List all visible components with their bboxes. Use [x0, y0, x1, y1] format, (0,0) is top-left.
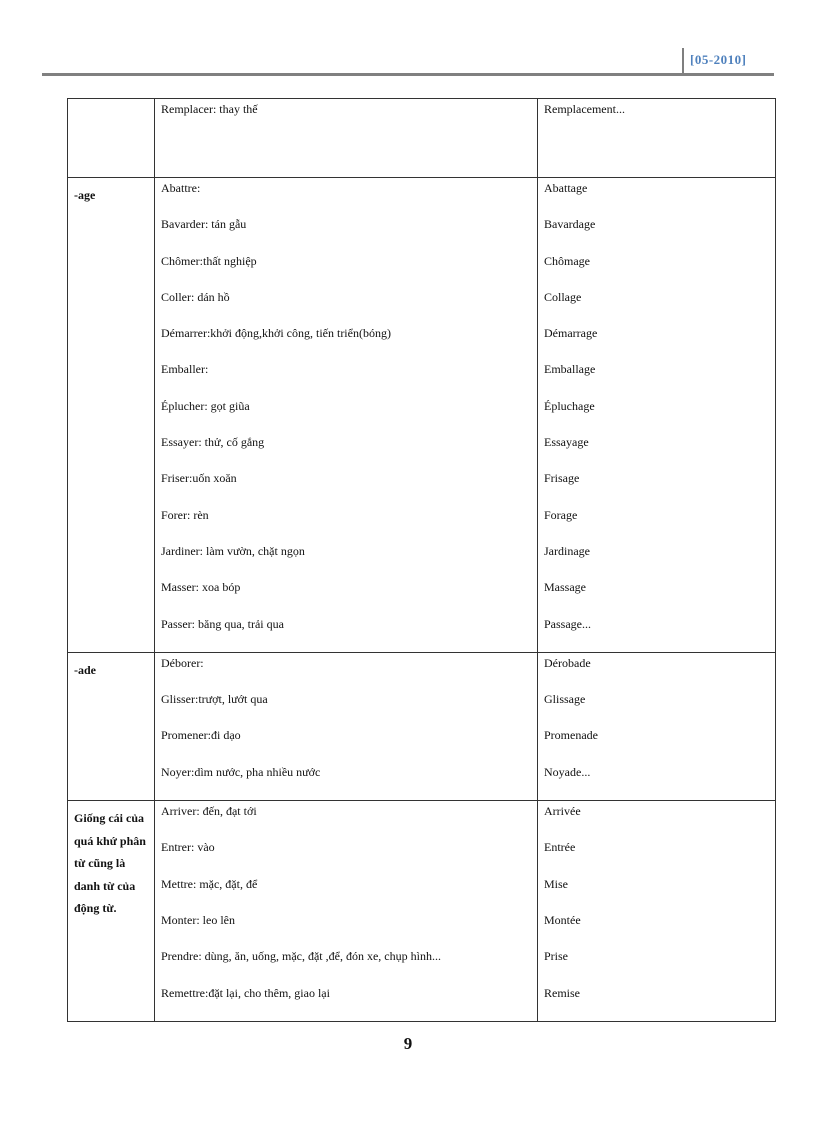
- noun-entry: Frisage: [544, 471, 580, 486]
- noun-entry: Abattage: [544, 181, 588, 195]
- verb-entry: Essayer: thử, cố gắng: [161, 435, 265, 450]
- verb-entry: Remettre:đặt lại, cho thêm, giao lại: [161, 985, 330, 1000]
- verb-entry: Coller: dán hồ: [161, 289, 230, 304]
- verb-entry: Bavarder: tán gẫu: [161, 217, 247, 232]
- noun-entry: Remplacement...: [544, 102, 625, 116]
- noun-cell: [538, 652, 776, 800]
- table-row: [68, 178, 776, 653]
- verb-entry: Chômer:thất nghiệp: [161, 253, 257, 268]
- noun-entry: Mise: [544, 876, 568, 891]
- noun-entry: Arrivée: [544, 804, 581, 819]
- table-row: [68, 652, 776, 800]
- noun-entry: Promenade: [544, 728, 598, 743]
- verb-entry: Prendre: dùng, ăn, uống, mặc, đặt ,để, đón xe, chụp hình...: [161, 949, 441, 964]
- suffix-cell: -ade: [68, 652, 155, 800]
- verb-entry: Friser:uốn xoăn: [161, 471, 237, 486]
- noun-entry: Épluchage: [544, 398, 595, 413]
- noun-entry: Massage: [544, 580, 586, 595]
- noun-cell: [538, 99, 776, 178]
- noun-entry: Bavardage: [544, 217, 596, 232]
- verb-entry: Abattre:: [161, 181, 201, 195]
- noun-entry: Jardinage: [544, 543, 590, 558]
- verb-entry: Entrer: vào: [161, 840, 215, 855]
- verb-entry: Masser: xoa bóp: [161, 580, 241, 595]
- verb-entry: Jardiner: làm vườn, chặt ngọn: [161, 543, 305, 558]
- verb-entry: Démarrer:khởi động,khởi công, tiến triển(bóng): [161, 326, 391, 341]
- header-date-label: [05-2010]: [690, 52, 747, 67]
- verb-entry: Promener:đi dạo: [161, 728, 241, 743]
- verb-entry: Remplacer: thay thế: [161, 102, 258, 116]
- verb-cell: [155, 99, 538, 178]
- header-rule: [42, 73, 774, 76]
- verb-cell: [155, 652, 538, 800]
- noun-entry: Montée: [544, 912, 581, 927]
- noun-cell: [538, 801, 776, 1022]
- vocabulary-table: [67, 98, 776, 1022]
- noun-entry: Essayage: [544, 435, 589, 450]
- verb-entry: Déborer:: [161, 655, 204, 670]
- noun-entry: Collage: [544, 289, 582, 304]
- noun-entry: Emballage: [544, 362, 596, 377]
- noun-entry: Entrée: [544, 840, 576, 855]
- verb-entry: Monter: leo lên: [161, 912, 235, 927]
- table-row: [68, 801, 776, 1022]
- noun-entry: Forage: [544, 507, 578, 522]
- verb-entry: Noyer:dìm nước, pha nhiều nước: [161, 764, 321, 779]
- suffix-cell: [68, 99, 155, 178]
- verb-entry: Éplucher: gọt giũa: [161, 398, 250, 413]
- suffix-cell: Giống cái của quá khứ phân từ cũng là danh từ của động từ.: [68, 801, 155, 1022]
- header-divider-bar: [682, 48, 684, 74]
- noun-entry: Chômage: [544, 253, 590, 268]
- suffix-cell: -age: [68, 178, 155, 653]
- noun-entry: Noyade...: [544, 764, 591, 779]
- noun-entry: Glissage: [544, 692, 586, 707]
- verb-cell: [155, 178, 538, 653]
- verb-entry: Emballer:: [161, 362, 209, 377]
- verb-entry: Mettre: mặc, đặt, để: [161, 876, 258, 891]
- noun-cell: [538, 178, 776, 653]
- verb-entry: Glisser:trượt, lướt qua: [161, 692, 268, 707]
- verb-cell: [155, 801, 538, 1022]
- verb-entry: Arriver: đến, đạt tới: [161, 804, 257, 819]
- table-row: [68, 99, 776, 178]
- noun-entry: Prise: [544, 949, 568, 964]
- verb-entry: Forer: rèn: [161, 507, 209, 522]
- noun-entry: Dérobade: [544, 655, 591, 670]
- noun-entry: Passage...: [544, 616, 591, 631]
- verb-entry: Passer: băng qua, trải qua: [161, 616, 284, 631]
- page-number: 9: [403, 1034, 413, 1053]
- noun-entry: Remise: [544, 985, 580, 1000]
- noun-entry: Démarrage: [544, 326, 598, 341]
